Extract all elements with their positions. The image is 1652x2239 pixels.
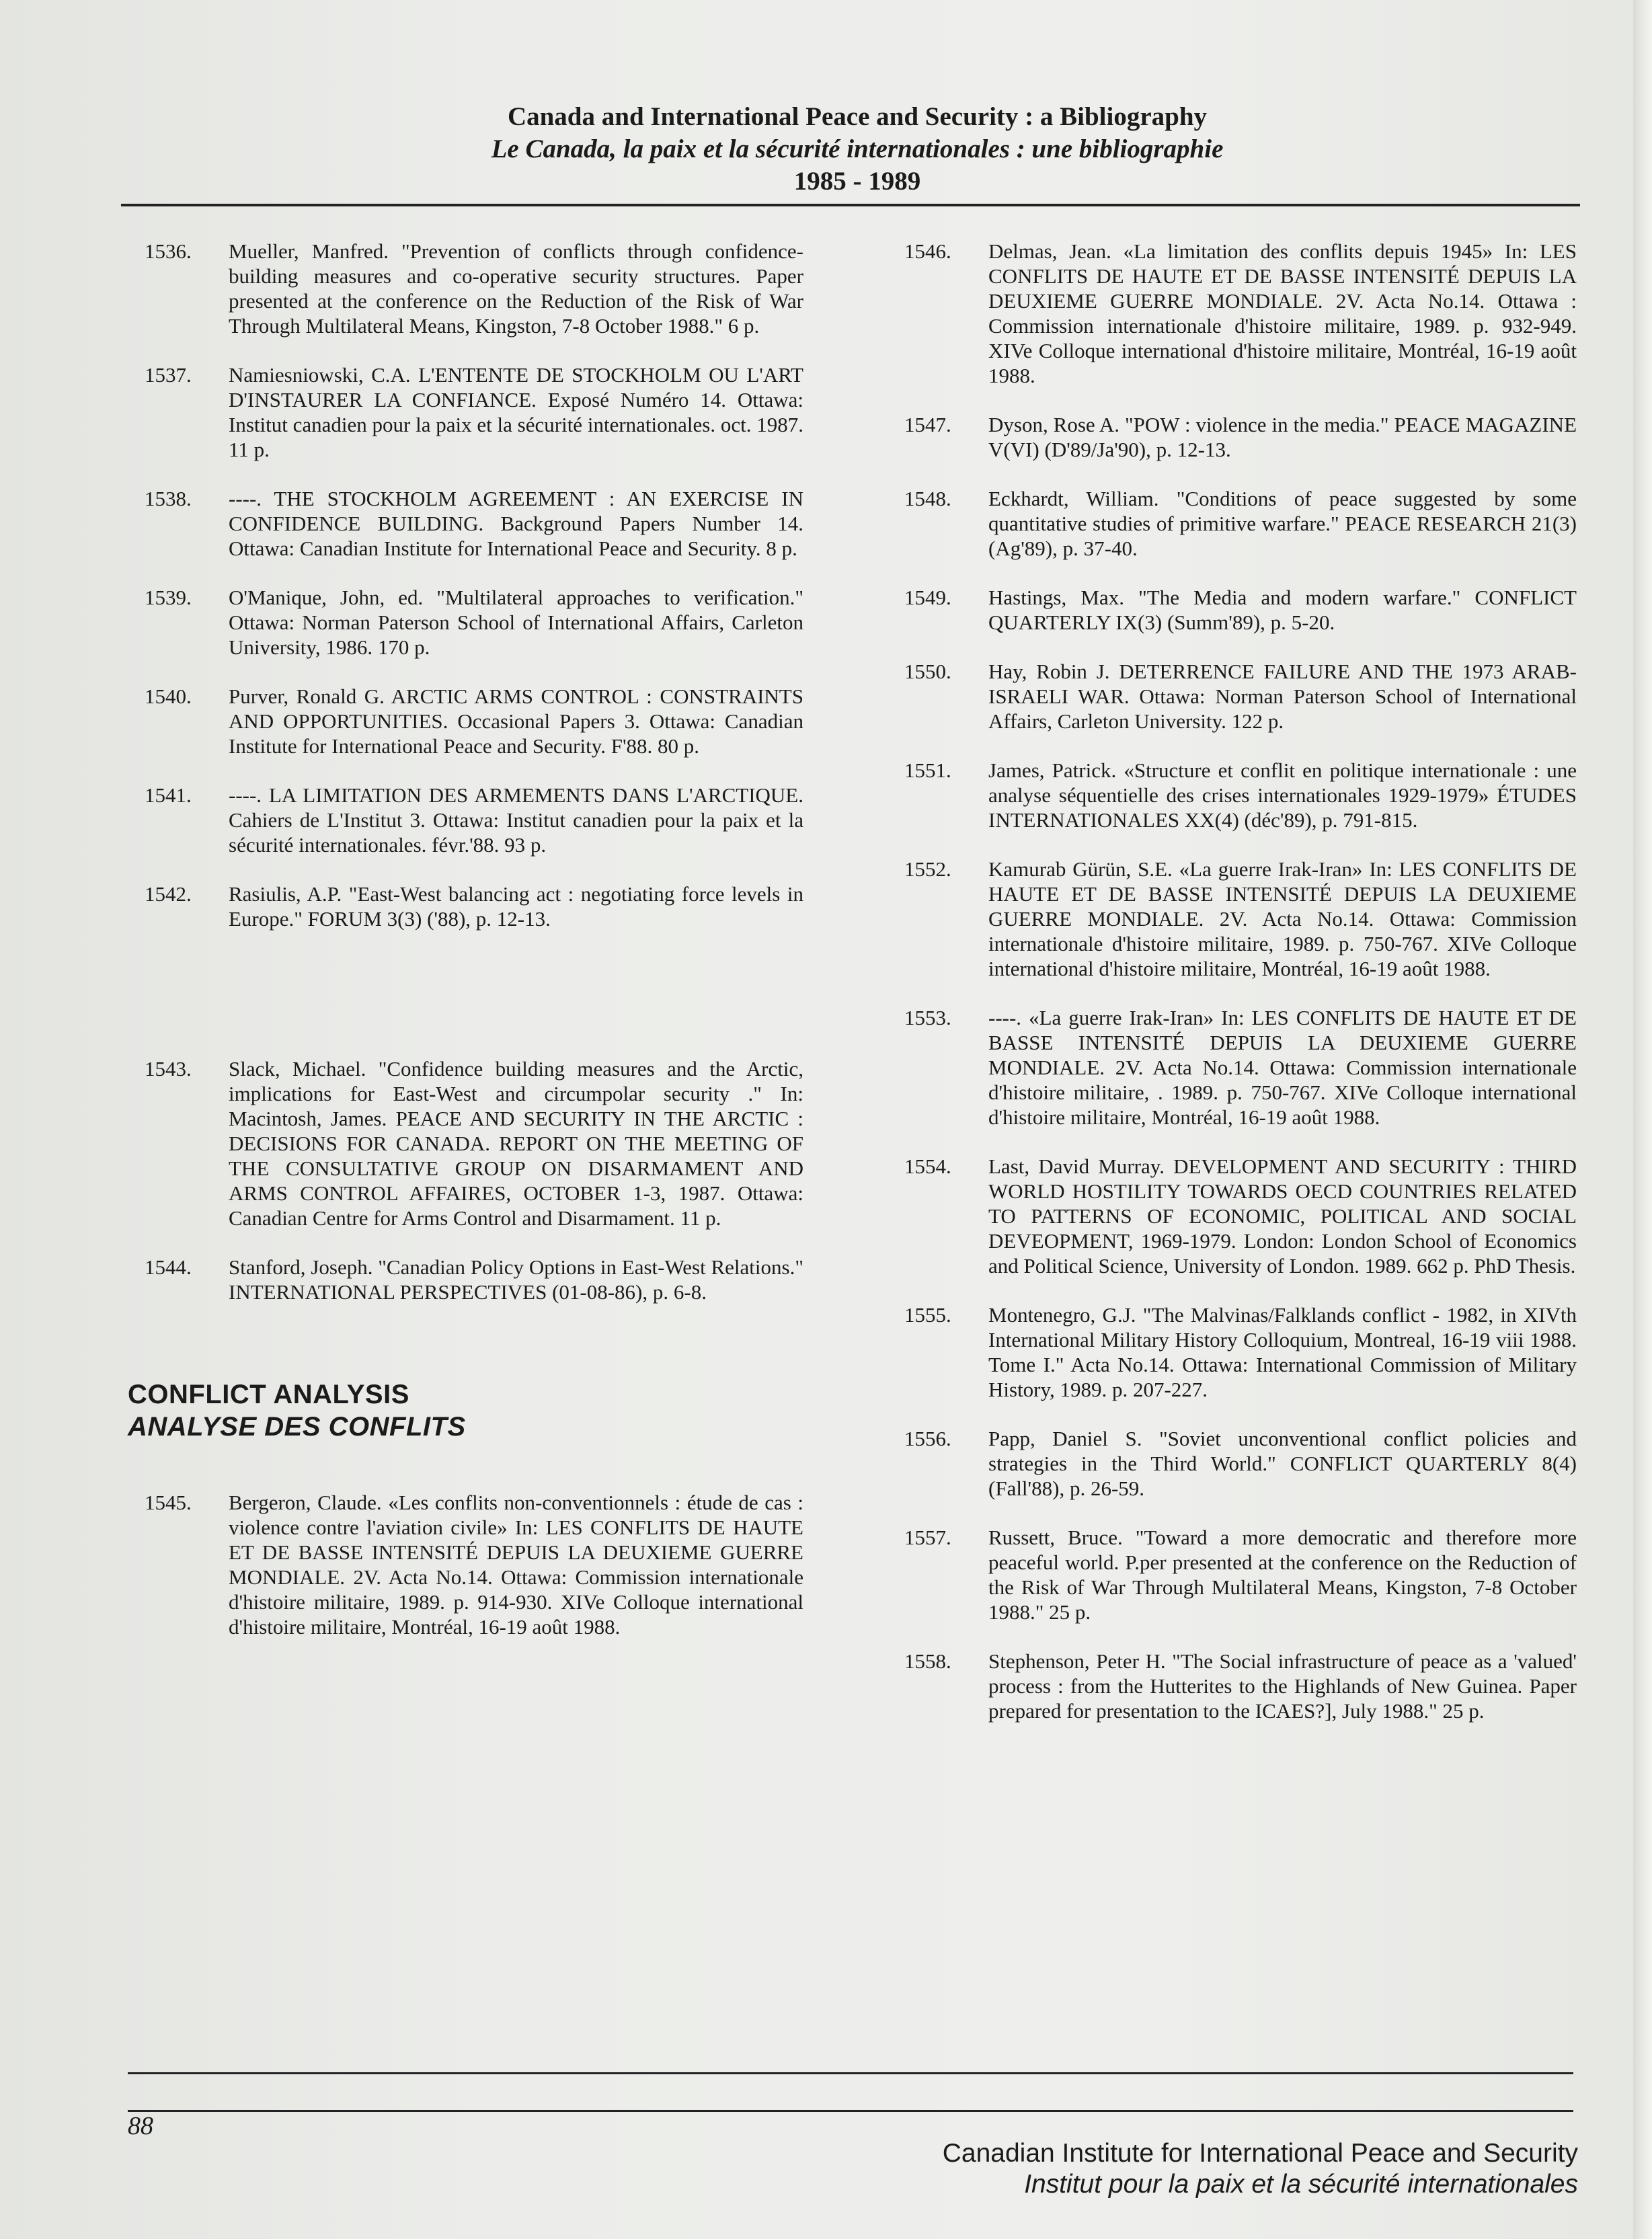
entry-text: Slack, Michael. "Confidence building measures and the Arctic, implications for East-West and circumpolar security ." In: Macintosh, James. PEACE AND SECURITY IN THE ARCTIC : DECISIONS FOR CANADA. REPORT ON THE MEETING OF THE CONSULTATIVE GROUP ON DISARMAMENT AND ARMS CONTROL AFFAIRES, OCTOBER 1-3, 1987. Ottawa: Canadian Centre for Arms Control and Disarmament. 11 p. [229,1057,803,1230]
section-title-en: CONFLICT ANALYSIS [128,1380,409,1409]
entry-text: Russett, Bruce. "Toward a more democratic and therefore more peaceful world. P.per presented at the conference on the Reduction of the Risk of War Through Multilateral Means, Kingston, 7-8 October 1988." 25 p. [988,1526,1577,1624]
right-column [904,239,1577,1747]
entry-text: Montenegro, G.J. "The Malvinas/Falklands conflict - 1982, in XIVth International Military History Colloquium, Montreal, 16-19 viii 1988. Tome I." Acta No.14. Ottawa: International Commission of Military History, 1989. p. 207-227. [988,1303,1577,1401]
bib-entry [145,684,803,758]
entry-text: Eckhardt, William. "Conditions of peace suggested by some quantitative studies of primitive warfare." PEACE RESEARCH 21(3) (Ag'89), p. 37-40. [988,487,1577,560]
institute-footer [943,2138,1578,2200]
entry-number: 1556. [904,1427,951,1450]
page-header [121,101,1594,198]
header-rule [121,204,1580,206]
entry-number: 1540. [145,684,192,708]
bib-entry [145,239,803,338]
entry-number: 1545. [145,1491,192,1514]
section-title-fr: ANALYSE DES CONFLITS [128,1412,466,1442]
institute-name-en: Canadian Institute for International Peace and Security [942,2139,1578,2168]
entry-text: ----. «La guerre Irak-Iran» In: LES CONFLITS DE HAUTE ET DE BASSE INTENSITÉ DEPUIS LA DEUXIEME GUERRE MONDIALE. 2V. Acta No.14. Ottawa: Commission internationale d'histoire militaire, . 1989. p. 750-767. XIVe Colloque international d'histoire militaire, Montréal, 16-19 août 1988. [988,1006,1577,1129]
bib-entry [904,1154,1577,1278]
institute-name-fr: Institut pour la paix et la sécurité internationales [1024,2170,1578,2199]
entry-number: 1541. [145,783,192,807]
column-spacer [145,955,803,1056]
entry-text: Stephenson, Peter H. "The Social infrastructure of peace as a 'valued' process : from the Hutterites to the Highlands of New Guinea. Paper prepared for presentation to the ICAES?], July 1988." 25 p. [988,1649,1577,1723]
entry-text: Bergeron, Claude. «Les conflits non-conventionnels : étude de cas : violence contre l'aviation civile» In: LES CONFLITS DE HAUTE ET DE BASSE INTENSITÉ DEPUIS LA DEUXIEME GUERRE MONDIALE. 2V. Acta No.14. Ottawa: Commission internationale d'histoire militaire, 1989. p. 914-930. XIVe Colloque international d'histoire militaire, Montréal, 16-19 août 1988. [229,1491,803,1639]
bibliography-subtitle: Le Canada, la paix et la sécurité internationales : une bibliographie [491,134,1224,163]
page-number: 88 [128,2112,153,2140]
entry-text: Kamurab Gürün, S.E. «La guerre Irak-Iran» In: LES CONFLITS DE HAUTE ET DE BASSE INTENSITÉ DEPUIS LA DEUXIEME GUERRE MONDIALE. 2V. Acta No.14. Ottawa: Commission internationale d'histoire militaire, 1989. p. 750-767. XIVe Colloque international d'histoire militaire, Montréal, 16-19 août 1988. [988,857,1577,980]
entry-number: 1543. [145,1057,192,1081]
entry-number: 1558. [904,1649,951,1673]
bib-entry [145,362,803,462]
entry-number: 1557. [904,1526,951,1549]
entry-number: 1538. [145,487,192,510]
entry-text: Papp, Daniel S. "Soviet unconventional conflict policies and strategies in the Third World." CONFLICT QUARTERLY 8(4) (Fall'88), p. 26-59. [988,1427,1577,1500]
entry-text: Hay, Robin J. DETERRENCE FAILURE AND THE 1973 ARAB-ISRAELI WAR. Ottawa: Norman Paterson School of International Affairs, Carleton University. 122 p. [988,660,1577,733]
entry-number: 1536. [145,239,192,263]
entry-number: 1555. [904,1303,951,1327]
section-heading [128,1378,803,1443]
footer-rule-lower [128,2110,1573,2112]
entry-number: 1544. [145,1255,192,1279]
bib-entry [904,1302,1577,1402]
entry-number: 1547. [904,413,951,436]
entry-text: O'Manique, John, ed. "Multilateral approaches to verification." Ottawa: Norman Paterson School of International Affairs, Carleton University, 1986. 170 p. [229,586,803,659]
entry-number: 1537. [145,363,192,387]
bib-entry [904,239,1577,388]
bib-entry [145,486,803,561]
entry-number: 1549. [904,586,951,609]
entry-number: 1551. [904,758,951,782]
entry-text: Hastings, Max. "The Media and modern warfare." CONFLICT QUARTERLY IX(3) (Summ'89), p. 5-20. [988,586,1577,634]
entry-number: 1554. [904,1154,951,1178]
bib-entry [145,585,803,660]
left-column [128,239,803,1663]
entry-text: Dyson, Rose A. "POW : violence in the media." PEACE MAGAZINE V(VI) (D'89/Ja'90), p. 12-13. [988,413,1577,461]
page-edge-shadow [1633,0,1652,2239]
entry-number: 1548. [904,487,951,510]
bib-entry [904,1005,1577,1130]
bib-entry [904,486,1577,561]
entry-number: 1550. [904,660,951,683]
bib-entry [904,1426,1577,1501]
bib-entry [145,1255,803,1304]
bibliography-years: 1985 - 1989 [793,167,921,196]
bibliography-title: Canada and International Peace and Security : a Bibliography [507,102,1208,131]
entry-text: Rasiulis, A.P. "East-West balancing act : negotiating force levels in Europe." FORUM 3(3) ('88), p. 12-13. [229,882,803,931]
bib-entry [904,585,1577,635]
entry-number: 1539. [145,586,192,609]
entry-number: 1546. [904,239,951,263]
bib-entry [904,659,1577,734]
entry-text: Mueller, Manfred. "Prevention of conflicts through confidence-building measures and co-operative security structures. Paper presented at the conference on the Reduction of the Risk of War Through Multilateral Means, Kingston, 7-8 October 1988." 6 p. [229,239,803,338]
entry-text: ----. LA LIMITATION DES ARMEMENTS DANS L'ARCTIQUE. Cahiers de L'Institut 3. Ottawa: Institut canadien pour la paix et la sécurité internationales. févr.'88. 93 p. [229,783,803,857]
bib-entry [145,881,803,931]
bib-entry [904,1649,1577,1723]
entry-text: Stanford, Joseph. "Canadian Policy Options in East-West Relations." INTERNATIONAL PERSPECTIVES (01-08-86), p. 6-8. [229,1255,803,1304]
entry-number: 1552. [904,857,951,881]
bib-entry [904,412,1577,462]
bib-entry [904,857,1577,981]
entry-text: Delmas, Jean. «La limitation des conflits depuis 1945» In: LES CONFLITS DE HAUTE ET DE BASSE INTENSITÉ DEPUIS LA DEUXIEME GUERRE MONDIALE. 2V. Acta No.14. Ottawa : Commission internationale d'histoire militaire, 1989. p. 932-949. XIVe Colloque international d'histoire militaire, Montréal, 16-19 août 1988. [988,239,1577,387]
bib-entry [145,1056,803,1230]
bib-entry [904,758,1577,832]
entry-text: James, Patrick. «Structure et conflit en politique internationale : une analyse séquentielle des crises internationales 1929-1979» ÉTUDES INTERNATIONALES XX(4) (déc'89), p. 791-815. [988,758,1577,832]
entry-text: ----. THE STOCKHOLM AGREEMENT : AN EXERCISE IN CONFIDENCE BUILDING. Background Papers Number 14. Ottawa: Canadian Institute for International Peace and Security. 8 p. [229,487,803,560]
bib-entry [145,1490,803,1639]
entry-number: 1553. [904,1006,951,1029]
entry-number: 1542. [145,882,192,906]
entry-text: Purver, Ronald G. ARCTIC ARMS CONTROL : CONSTRAINTS AND OPPORTUNITIES. Occasional Papers 3. Ottawa: Canadian Institute for International Peace and Security. F'88. 80 p. [229,684,803,758]
entry-text: Namiesniowski, C.A. L'ENTENTE DE STOCKHOLM OU L'ART D'INSTAURER LA CONFIANCE. Exposé Numéro 14. Ottawa: Institut canadien pour la paix et la sécurité internationales. oct. 1987. 11 p. [229,363,803,461]
bib-entry [145,783,803,857]
entry-text: Last, David Murray. DEVELOPMENT AND SECURITY : THIRD WORLD HOSTILITY TOWARDS OECD COUNTRIES RELATED TO PATTERNS OF ECONOMIC, POLITICAL AND SOCIAL DEVEOPMENT, 1969-1979. London: London School of Economics and Political Science, University of London. 1989. 662 p. PhD Thesis. [988,1154,1577,1278]
footer-rule [128,2072,1573,2074]
bib-entry [904,1525,1577,1624]
